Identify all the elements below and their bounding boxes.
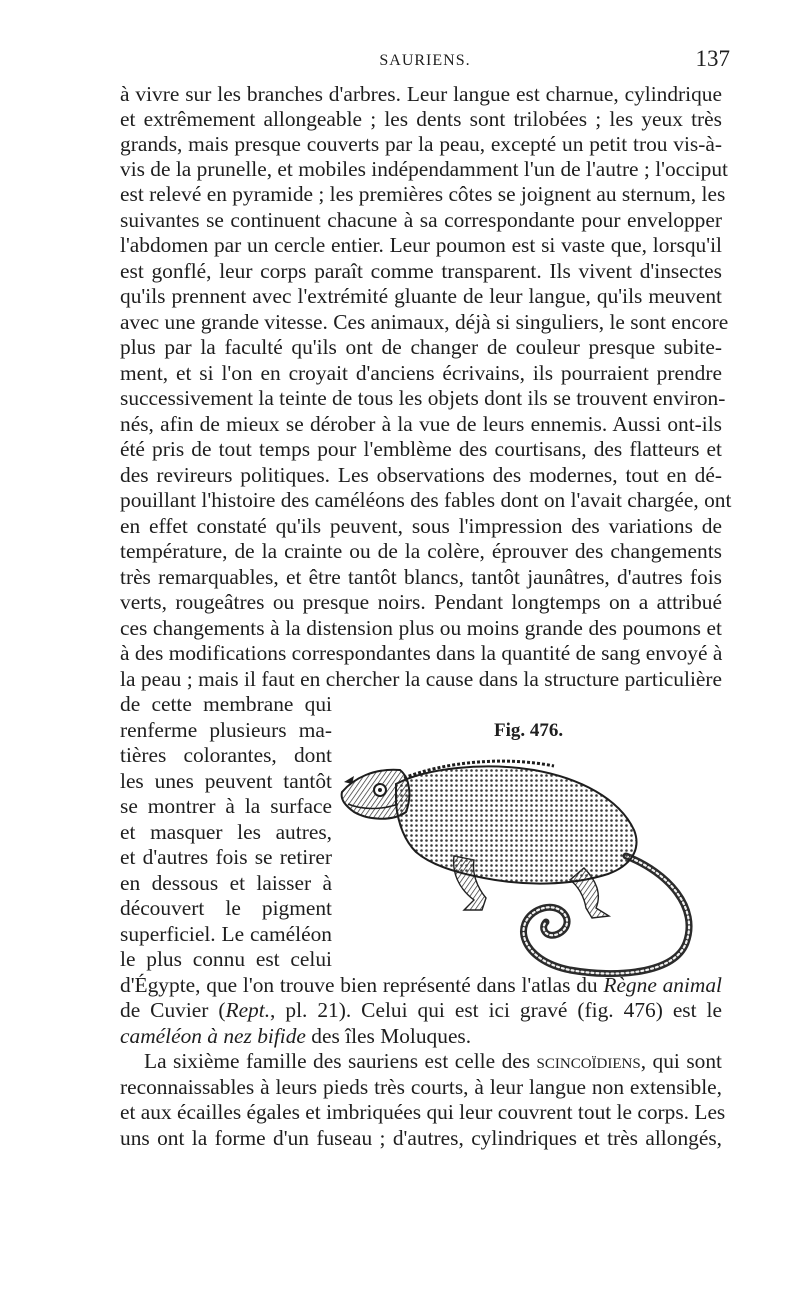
text-line: est gonflé, leur corps paraît comme transparent. Ils vivent d'insectes [120,259,722,283]
text-line: été pris de tout temps pour l'emblème des courtisans, des flatteurs et [120,437,722,461]
text-line: très remarquables, et être tantôt blancs, tantôt jaunâtres, d'autres fois [120,565,722,589]
paragraph-line: uns ont la forme d'un fuseau ; d'autres, cylindriques et très allongés, [120,1126,722,1150]
wrap-text-line: superficiel. Le caméléon [120,922,332,946]
wrap-text-line: les unes peuvent tantôt [120,769,332,793]
text-line: nés, afin de mieux se dérober à la vue de leurs ennemis. Aussi ont-ils [120,412,722,436]
text-line: de Cuvier (Rept., pl. 21). Celui qui est ici gravé (fig. 476) est le [120,998,722,1022]
wrap-text-line: renferme plusieurs ma- [120,718,332,742]
wrap-text-line: se montrer à la surface [120,794,332,818]
text-line: et extrêmement allongeable ; les dents sont trilobées ; les yeux très [120,107,722,131]
text-line: en effet constaté qu'ils peuvent, sous l'impression des variations de [120,514,722,538]
wrap-text-line: en dessous et laisser à [120,871,332,895]
text-line: ces changements à la distension plus ou moins grande des poumons et [120,616,722,640]
page-header [120,44,730,76]
text-line: à vivre sur les branches d'arbres. Leur langue est charnue, cylindrique [120,82,722,106]
text-line: est relevé en pyramide ; les premières côtes se joignent au sternum, les [120,182,726,206]
text-line: l'abdomen par un cercle entier. Leur poumon est si vaste que, lorsqu'il [120,233,722,257]
text-line: température, de la crainte ou de la colère, éprouver des changements [120,539,722,563]
wrap-text-line: de cette membrane qui [120,692,332,716]
page-number: 137 [695,46,730,71]
text-line: successivement la teinte de tous les objets dont ils se trouvent environ- [120,386,726,410]
text-line: ment, et si l'on en croyait d'anciens écrivains, ils pourraient prendre [120,361,722,385]
text-line: vis de la prunelle, et mobiles indépendamment l'un de l'autre ; l'occiput [120,157,728,181]
text-line: avec une grande vitesse. Ces animaux, déjà si singuliers, le sont encore [120,310,729,334]
wrap-text-line: et masquer les autres, [120,820,332,844]
body [396,766,636,883]
wrap-text-line: le plus connu est celui [120,947,332,971]
text-line: suivantes se continuent chacune à sa correspondante pour envelopper [120,208,722,232]
text-line: d'Égypte, que l'on trouve bien représenté dans l'atlas du Règne animal [120,973,723,997]
paragraph-line: La sixième famille des sauriens est celle des scincoïdiens, qui sont [144,1049,722,1073]
text-line: grands, mais presque couverts par la peau, excepté un petit trou vis-à- [120,132,722,156]
text-line: verts, rougeâtres ou presque noirs. Pendant longtemps on a attribué [120,590,722,614]
paragraph-line: et aux écailles égales et imbriquées qui leur couvrent tout le corps. Les [120,1100,726,1124]
text-line: la peau ; mais il faut en chercher la cause dans la structure particulière [120,667,722,691]
chameleon-illustration [334,748,726,984]
text-line: à des modifications correspondantes dans la quantité de sang envoyé à [120,641,723,665]
text-line: caméléon à nez bifide des îles Moluques. [120,1024,472,1048]
text-line: qu'ils prennent avec l'extrémité gluante de leur langue, qu'ils meuvent [120,284,722,308]
wrap-text-line: et d'autres fois se retirer [120,845,332,869]
text-line: des revireurs politiques. Les observations des modernes, tout en dé- [120,463,722,487]
wrap-text-line: découvert le pigment [120,896,332,920]
running-head: SAURIENS. [379,52,471,69]
paragraph-line: reconnaissables à leurs pieds très courts, à leur langue non extensible, [120,1075,722,1099]
text-line: plus par la faculté qu'ils ont de changer de couleur presque subite- [120,335,722,359]
figure-label: Fig. 476. [494,720,564,741]
wrap-text-line: tières colorantes, dont [120,743,332,767]
text-line: pouillant l'histoire des caméléons des fables dont on l'avait chargée, ont [120,488,732,512]
